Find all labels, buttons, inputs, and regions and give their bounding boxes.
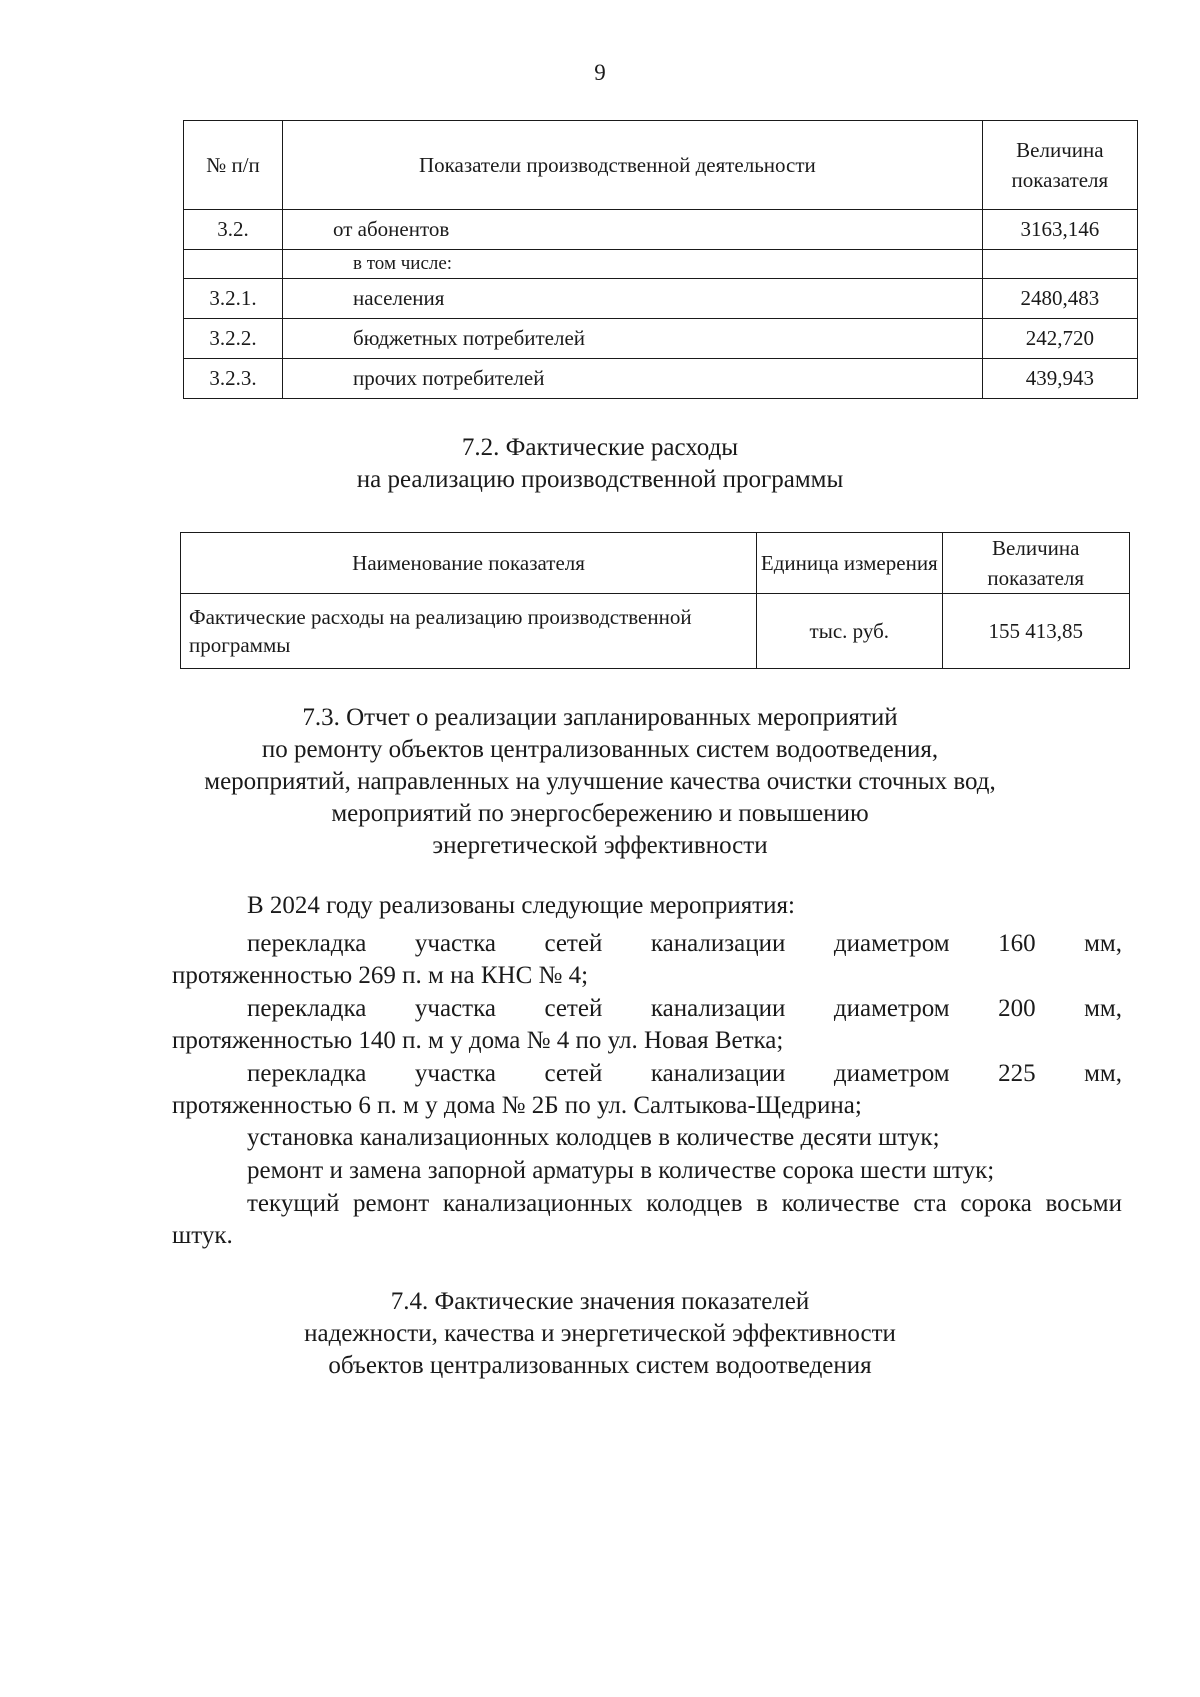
- table-row: [184, 279, 1138, 319]
- word: диаметром: [833, 995, 950, 1022]
- word: мм,: [1084, 930, 1122, 957]
- header-cell-name: Наименование показателя: [181, 533, 757, 594]
- row-number: 3.2.2.: [184, 319, 283, 359]
- heading-line: 7.2. Фактические расходы: [461, 434, 739, 461]
- header-cell-value: Величина показателя: [942, 533, 1129, 594]
- word: перекладка: [247, 930, 367, 957]
- heading-line: 7.4. Фактические значения показателей: [390, 1288, 810, 1315]
- row-name: бюджетных потребителей: [283, 319, 983, 359]
- measure-first-line: [172, 1058, 1122, 1090]
- table-row: [181, 594, 1130, 669]
- heading-line: мероприятий по энергосбережению и повышению: [331, 800, 869, 827]
- heading-line: объектов централизованных систем водоотведения: [328, 1352, 872, 1379]
- word: участка: [414, 1060, 496, 1087]
- row-name: населения: [283, 279, 983, 319]
- measure-first-line: [172, 928, 1122, 960]
- word: канализации: [650, 930, 786, 957]
- table-row: [184, 319, 1138, 359]
- header-cell-number: № п/п: [184, 121, 283, 210]
- word: 160: [998, 930, 1036, 957]
- header-cell-unit: Единица измерения: [757, 533, 942, 594]
- measure-item: [172, 1058, 1122, 1122]
- table-row: [184, 250, 1138, 279]
- row-number: 3.2.3.: [184, 359, 283, 399]
- word: сетей: [544, 995, 603, 1022]
- word: 200: [998, 995, 1036, 1022]
- measure-continuation: протяженностью 6 п. м у дома № 2Б по ул. Салтыкова-Щедрина;: [172, 1092, 862, 1119]
- measure-continuation: протяженностью 269 п. м на КНС № 4;: [172, 962, 589, 989]
- word: 225: [998, 1060, 1036, 1087]
- table-header-row: [184, 121, 1138, 210]
- row-value: [982, 250, 1137, 279]
- production-indicators-table: [183, 120, 1138, 399]
- measure-item: [172, 993, 1122, 1057]
- section-7-2-heading: [0, 432, 1200, 496]
- row-value: 155 413,85: [942, 594, 1129, 669]
- section-7-3-heading: [0, 702, 1200, 862]
- row-name: прочих потребителей: [283, 359, 983, 399]
- measure-item: [172, 928, 1122, 992]
- row-name: в том числе:: [283, 250, 983, 279]
- row-number: 3.2.1.: [184, 279, 283, 319]
- row-value: 2480,483: [982, 279, 1137, 319]
- expenses-table: [180, 532, 1130, 669]
- word: диаметром: [833, 1060, 950, 1087]
- row-number: 3.2.: [184, 210, 283, 250]
- measure-first-line: [172, 993, 1122, 1025]
- heading-line: 7.3. Отчет о реализации запланированных мероприятий: [302, 704, 898, 731]
- measure-item: установка канализационных колодцев в количестве десяти штук;: [247, 1124, 940, 1151]
- word: участка: [414, 930, 496, 957]
- measure-item: ремонт и замена запорной арматуры в количестве сорока шести штук;: [247, 1157, 995, 1184]
- row-name: от абонентов: [283, 210, 983, 250]
- heading-line: энергетической эффективности: [432, 832, 768, 859]
- body-intro: В 2024 году реализованы следующие мероприятия:: [247, 892, 795, 919]
- measure-continuation: протяженностью 140 п. м у дома № 4 по ул. Новая Ветка;: [172, 1027, 784, 1054]
- word: диаметром: [833, 930, 950, 957]
- word: сетей: [544, 930, 603, 957]
- row-unit: тыс. руб.: [757, 594, 942, 669]
- section-7-4-heading: [0, 1286, 1200, 1382]
- heading-line: надежности, качества и энергетической эффективности: [304, 1320, 896, 1347]
- heading-line: на реализацию производственной программы: [356, 466, 844, 493]
- row-value: 439,943: [982, 359, 1137, 399]
- measure-item: текущий ремонт канализационных колодцев в количестве ста сорока восьми штук.: [172, 1190, 1122, 1249]
- word: мм,: [1084, 1060, 1122, 1087]
- row-name: Фактические расходы на реализацию производственной программы: [181, 594, 757, 669]
- heading-line: по ремонту объектов централизованных систем водоотведения,: [261, 736, 939, 763]
- row-value: 242,720: [982, 319, 1137, 359]
- header-cell-value: Величина показателя: [982, 121, 1137, 210]
- table-header-row: [181, 533, 1130, 594]
- header-cell-indicators: Показатели производственной деятельности: [283, 121, 983, 210]
- word: канализации: [650, 995, 786, 1022]
- page-number: 9: [594, 60, 606, 85]
- word: сетей: [544, 1060, 603, 1087]
- heading-line: мероприятий, направленных на улучшение качества очистки сточных вод,: [204, 768, 996, 795]
- word: мм,: [1084, 995, 1122, 1022]
- word: канализации: [650, 1060, 786, 1087]
- table-row: [184, 210, 1138, 250]
- row-number: [184, 250, 283, 279]
- table-row: [184, 359, 1138, 399]
- word: перекладка: [247, 995, 367, 1022]
- row-value: 3163,146: [982, 210, 1137, 250]
- word: участка: [414, 995, 496, 1022]
- word: перекладка: [247, 1060, 367, 1087]
